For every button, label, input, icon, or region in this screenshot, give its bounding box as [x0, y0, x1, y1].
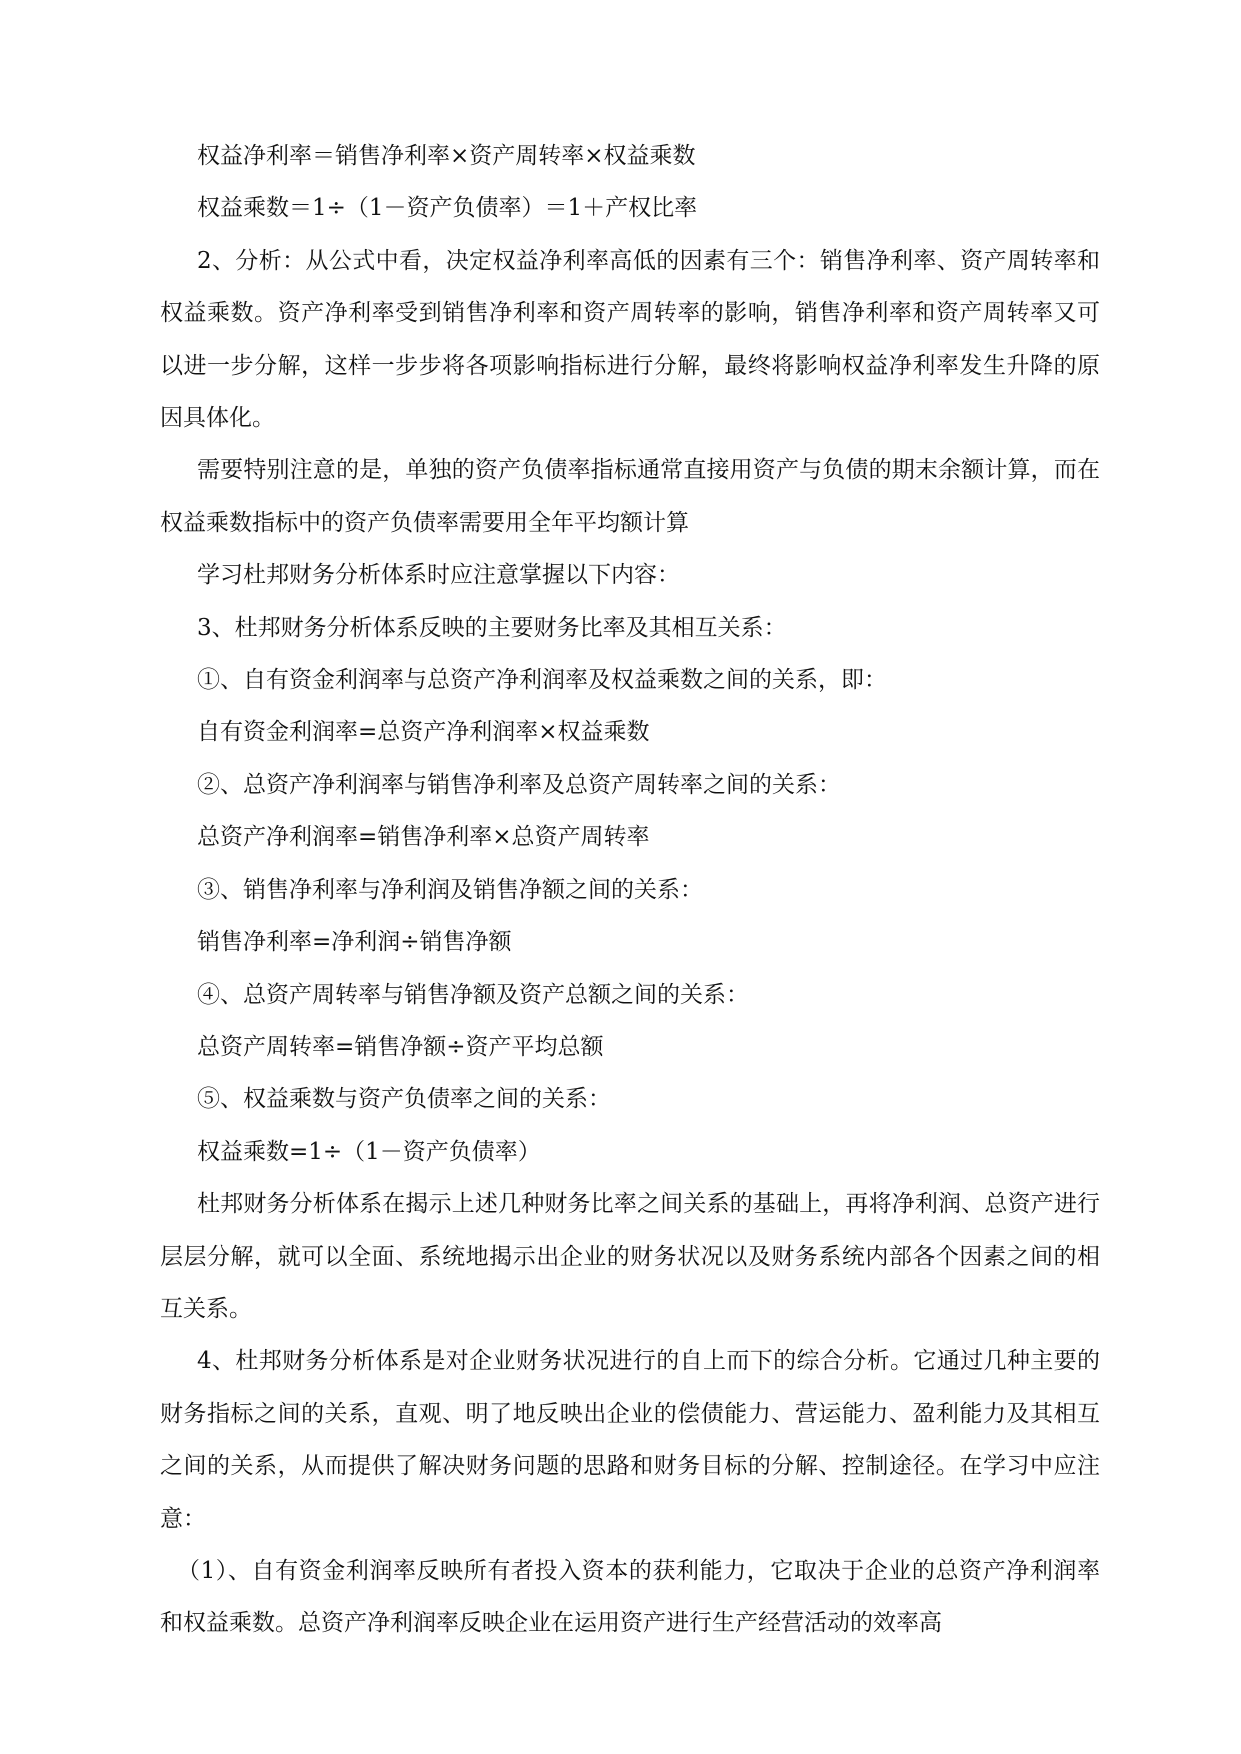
item-1-description: ①、自有资金利润率与总资产净利润率及权益乘数之间的关系，即：	[197, 667, 887, 694]
paragraph-decomposition: 杜邦财务分析体系在揭示上述几种财务比率之间关系的基础上，再将净利润、总资产进行层层分解，就可以全面、系统地揭示出企业的财务状况以及财务系统内部各个因素之间的相互关系。	[160, 1191, 1100, 1322]
item-2-description: ②、总资产净利润率与销售净利率及总资产周转率之间的关系：	[197, 771, 841, 798]
item-4-formula: 总资产周转率=销售净额÷资产平均总额	[197, 1033, 604, 1060]
item-5-description: ⑤、权益乘数与资产负债率之间的关系：	[197, 1086, 611, 1113]
formula-equity-multiplier: 权益乘数＝1÷（1－资产负债率）＝1＋产权比率	[197, 195, 698, 222]
paragraph-note-1: （1）、自有资金利润率反映所有者投入资本的获利能力，它取决于企业的总资产净利润率和权益乘数。总资产净利润率反映企业在运用资产进行生产经营活动的效率高	[160, 1557, 1100, 1637]
paragraph-section-4: 4、杜邦财务分析体系是对企业财务状况进行的自上而下的综合分析。它通过几种主要的财务指标之间的关系，直观、明了地反映出企业的偿债能力、营运能力、盈利能力及其相互之间的关系，从而提供了解决财务问题的思路和财务目标的分解、控制途径。在学习中应注意：	[160, 1348, 1100, 1532]
item-5-formula: 权益乘数=1÷（1－资产负债率）	[197, 1138, 541, 1165]
item-1-formula: 自有资金利润率=总资产净利润率×权益乘数	[197, 719, 650, 746]
document-body	[160, 130, 1100, 1650]
formula-return-on-equity: 权益净利率＝销售净利率×资产周转率×权益乘数	[197, 143, 696, 169]
item-4-description: ④、总资产周转率与销售净额及资产总额之间的关系：	[197, 981, 749, 1008]
item-3-description: ③、销售净利率与净利润及销售净额之间的关系：	[197, 876, 703, 903]
paragraph-analysis: 2、分析：从公式中看，决定权益净利率高低的因素有三个：销售净利率、资产周转率和权益乘数。资产净利率受到销售净利率和资产周转率的影响，销售净利率和资产周转率又可以进一步分解，这样一步步将各项影响指标进行分解，最终将影响权益净利率发生升降的原因具体化。	[160, 247, 1100, 432]
item-3-formula: 销售净利率=净利润÷销售净额	[197, 929, 512, 956]
paragraph-special-note: 需要特别注意的是，单独的资产负债率指标通常直接用资产与负债的期末余额计算，而在权益乘数指标中的资产负债率需要用全年平均额计算	[160, 457, 1100, 536]
paragraph-study-intro: 学习杜邦财务分析体系时应注意掌握以下内容：	[197, 562, 680, 589]
item-2-formula: 总资产净利润率=销售净利率×总资产周转率	[197, 824, 650, 851]
heading-section-3: 3、杜邦财务分析体系反映的主要财务比率及其相互关系：	[197, 614, 787, 641]
